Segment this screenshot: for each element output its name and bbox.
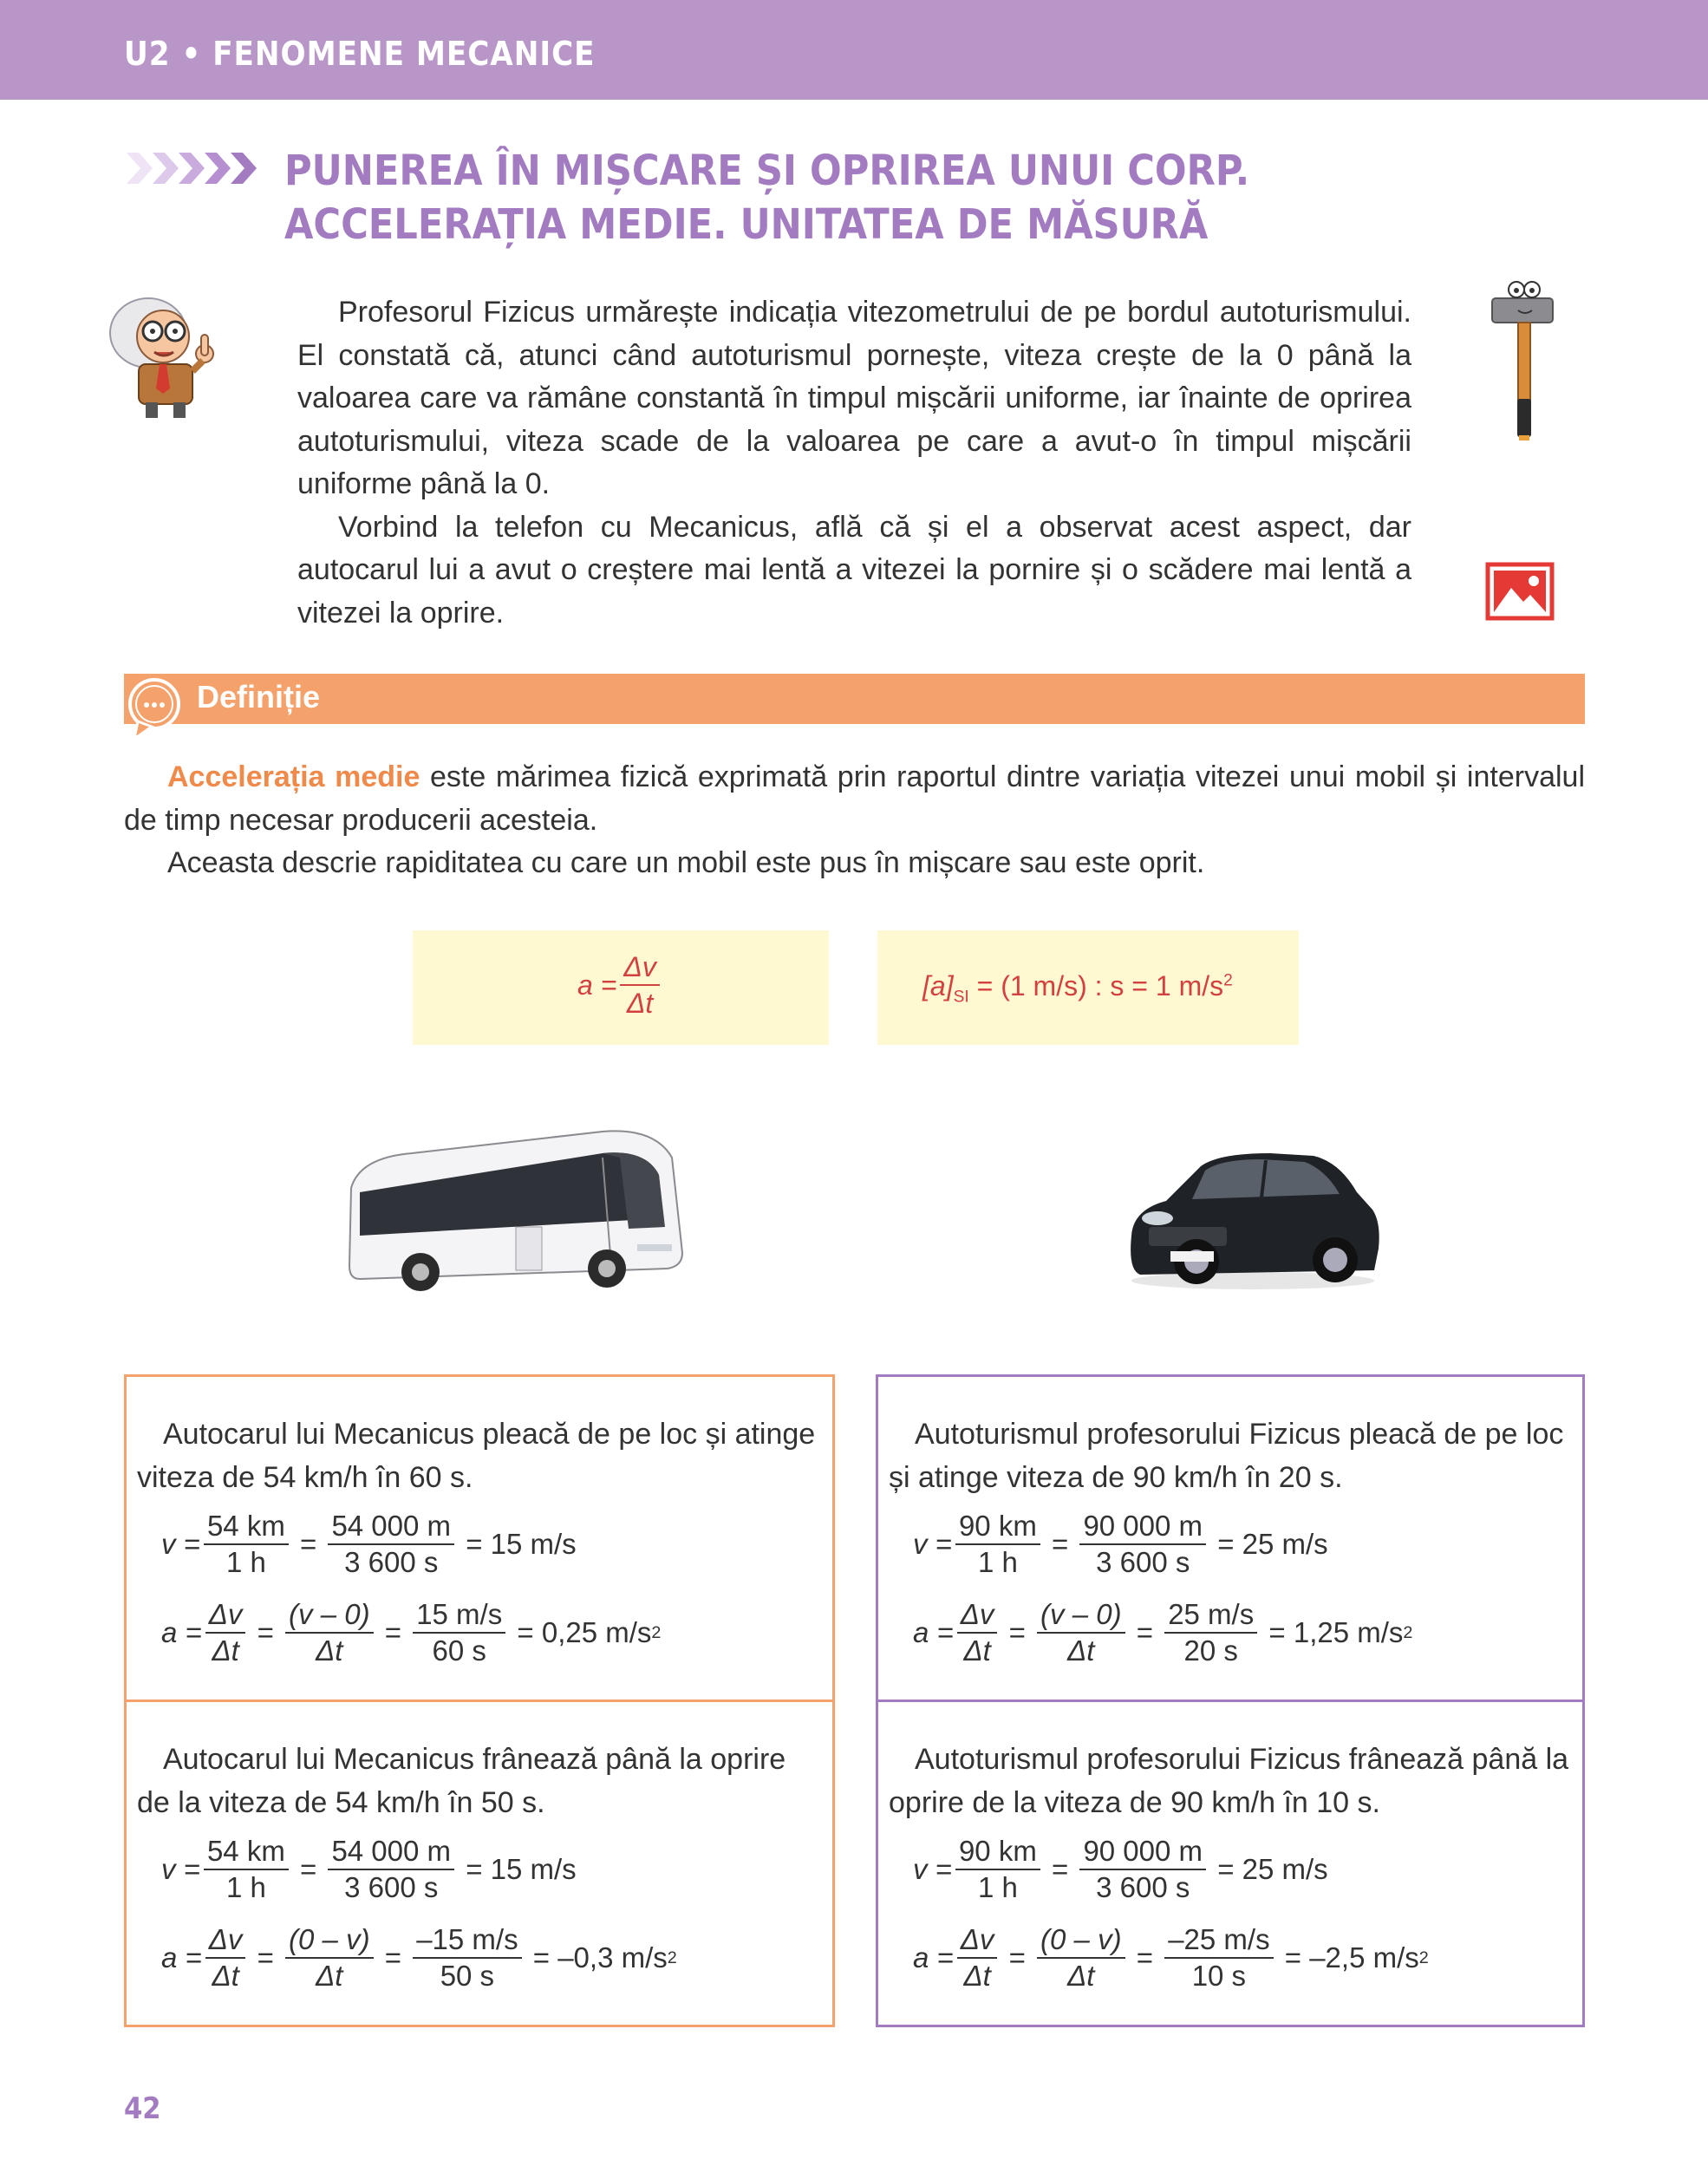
lesson-title xyxy=(284,144,1249,251)
professor-fizicus-illustration xyxy=(109,291,231,421)
eq-result: = 15 m/s xyxy=(466,1528,577,1560)
frac-den: 3 600 s xyxy=(1096,1546,1190,1578)
frac-num: 54 000 m xyxy=(328,1509,454,1545)
si-subscript: SI xyxy=(953,988,969,1007)
frac-num: (0 – v) xyxy=(1037,1922,1125,1959)
definition-label: Definiție xyxy=(197,679,321,714)
frac-den: Δt xyxy=(963,1960,991,1992)
frac-num: Δv xyxy=(205,1597,246,1634)
frac-den: Δt xyxy=(1067,1960,1095,1992)
speed-conversion: v = $\frac{90 km}{1 h}$ = $\frac{90 000 m}{3 600 s}$ = 25 m/s xyxy=(913,1510,1328,1578)
formula-lhs: a = xyxy=(577,969,617,1001)
eq-lhs: a = xyxy=(161,1941,202,1974)
frac-num: (v – 0) xyxy=(1037,1597,1125,1634)
bus-image xyxy=(342,1106,689,1305)
frac-den: 10 s xyxy=(1191,1960,1247,1992)
acceleration-calc: a = $\frac{\Delta v}{\Delta t}$ = $\frac{(v - 0)}{\Delta t}$ = $\frac{25 m/s}{20 s}$ = 1,25 m/s 2 xyxy=(913,1598,1413,1667)
eq-exponent: 2 xyxy=(651,1622,662,1642)
si-unit-bracket: [a] xyxy=(922,970,954,1001)
box-text: Autoturismul profesorului Fizicus frânează până la oprire de la viteza de 90 km/h în 10 s. xyxy=(889,1743,1569,1819)
frac-num: (0 – v) xyxy=(285,1922,374,1959)
frac-num: Δv xyxy=(957,1597,998,1634)
frac-num: 90 000 m xyxy=(1079,1834,1206,1870)
intro-text xyxy=(297,291,1411,635)
acceleration-calc: a = $\frac{\Delta v}{\Delta t}$ = $\frac{(0 - v)}{\Delta t}$ = $\frac{-25 m/s}{10 s}$ = –2,5 m/s 2 xyxy=(913,1923,1429,1992)
eq-lhs: a = xyxy=(913,1941,954,1974)
frac-den: 20 s xyxy=(1183,1634,1238,1667)
definition-paragraph-2: Aceasta descrie rapiditatea cu care un mobil este pus în mișcare sau este oprit. xyxy=(167,846,1205,879)
intro-paragraph-1: Profesorul Fizicus urmărește indicația vitezometrului de pe bordul autoturismului. El constată că, atunci când autoturismul pornește, viteza crește de la 0 până la valoarea care va rămâne constantă în timpul mișcării uniforme, iar înainte de oprirea autoturismului, viteza scade de la valoarea pe care a avut-o în timpul mișcării uniforme până la 0. xyxy=(297,296,1411,500)
frac-den: 1 h xyxy=(977,1871,1018,1903)
formula-denominator: Δt xyxy=(626,988,654,1019)
definition-text xyxy=(124,756,1585,885)
eq-result: = 1,25 m/s xyxy=(1268,1616,1404,1648)
image-icon[interactable] xyxy=(1485,562,1555,621)
bus-start-box xyxy=(124,1374,835,1702)
eq-lhs: v = xyxy=(161,1528,200,1560)
car-image xyxy=(1123,1132,1383,1292)
hammer-mascot-illustration xyxy=(1487,279,1565,444)
frac-den: 3 600 s xyxy=(344,1546,439,1578)
eq-exponent: 2 xyxy=(1403,1622,1413,1642)
frac-den: 50 s xyxy=(440,1960,495,1992)
frac-den: Δt xyxy=(316,1634,343,1667)
speed-conversion: v = $\frac{54 km}{1 h}$ = $\frac{54 000 m}{3 600 s}$ = 15 m/s xyxy=(161,1510,577,1578)
car-stop-box xyxy=(876,1700,1585,2027)
eq-result: = 25 m/s xyxy=(1217,1853,1328,1885)
definition-bar xyxy=(124,674,1585,724)
eq-lhs: a = xyxy=(161,1616,202,1648)
eq-lhs: v = xyxy=(161,1853,200,1885)
frac-num: 90 km xyxy=(955,1834,1040,1870)
frac-num: Δv xyxy=(957,1922,998,1959)
frac-den: Δt xyxy=(316,1960,343,1992)
frac-den: Δt xyxy=(212,1960,239,1992)
eq-exponent: 2 xyxy=(667,1947,677,1967)
frac-num: 54 000 m xyxy=(328,1834,454,1870)
eq-lhs: v = xyxy=(913,1528,952,1560)
speed-conversion: v = $\frac{90 km}{1 h}$ = $\frac{90 000 m}{3 600 s}$ = 25 m/s xyxy=(913,1835,1328,1903)
frac-num: 25 m/s xyxy=(1164,1597,1257,1634)
eq-result: = 15 m/s xyxy=(466,1853,577,1885)
eq-lhs: v = xyxy=(913,1853,952,1885)
intro-paragraph-2: Vorbind la telefon cu Mecanicus, află că și el a observat acest aspect, dar autocarul lui a avut o creștere mai lentă a vitezei la pornire și o scădere mai lentă a vitezei la oprire. xyxy=(297,510,1411,630)
chevrons-icon xyxy=(127,149,257,187)
formula-numerator: Δv xyxy=(620,949,659,986)
speed-conversion: v = $\frac{54 km}{1 h}$ = $\frac{54 000 m}{3 600 s}$ = 15 m/s xyxy=(161,1835,577,1903)
eq-result: = 25 m/s xyxy=(1217,1528,1328,1560)
box-text: Autocarul lui Mecanicus pleacă de pe loc și atinge viteza de 54 km/h în 60 s. xyxy=(137,1418,816,1494)
acceleration-formula-box xyxy=(413,930,829,1045)
frac-den: 3 600 s xyxy=(344,1871,439,1903)
frac-den: Δt xyxy=(212,1634,239,1667)
frac-den: 1 h xyxy=(225,1871,266,1903)
frac-den: Δt xyxy=(1067,1634,1095,1667)
frac-num: 54 km xyxy=(204,1834,289,1870)
eq-result: = 0,25 m/s xyxy=(517,1616,652,1648)
car-start-box xyxy=(876,1374,1585,1702)
frac-num: –25 m/s xyxy=(1164,1922,1273,1959)
eq-exponent: 2 xyxy=(1418,1947,1429,1967)
definition-term: Accelerația medie xyxy=(167,760,420,793)
eq-lhs: a = xyxy=(913,1616,954,1648)
frac-num: (v – 0) xyxy=(285,1597,374,1634)
title-line-2: ACCELERAȚIA MEDIE. UNITATEA DE MĂSURĂ xyxy=(284,200,1209,249)
frac-den: 3 600 s xyxy=(1096,1871,1190,1903)
frac-den: 60 s xyxy=(432,1634,486,1667)
frac-num: 15 m/s xyxy=(413,1597,505,1634)
bus-stop-box xyxy=(124,1700,835,2027)
unit-label: U2 • FENOMENE MECANICE xyxy=(124,35,596,73)
eq-result: = –0,3 m/s xyxy=(532,1941,668,1974)
speech-bubble-icon xyxy=(124,676,185,746)
si-unit-formula xyxy=(922,970,1233,1007)
frac-num: 90 km xyxy=(955,1509,1040,1545)
frac-num: Δv xyxy=(205,1922,246,1959)
frac-num: 54 km xyxy=(204,1509,289,1545)
definition-rest: este mărimea fizică exprimată prin raportul dintre variația vitezei unui mobil și intervalul de timp necesar producerii acesteia. xyxy=(124,760,1585,837)
frac-den: 1 h xyxy=(225,1546,266,1578)
eq-result: = –2,5 m/s xyxy=(1284,1941,1419,1974)
si-unit-exponent: 2 xyxy=(1223,971,1233,990)
frac-num: –15 m/s xyxy=(413,1922,521,1959)
definition-paragraph-1 xyxy=(124,756,1585,842)
si-unit-rest: = (1 m/s) : s = 1 m/s xyxy=(968,970,1224,1001)
frac-den: 1 h xyxy=(977,1546,1018,1578)
acceleration-calc: a = $\frac{\Delta v}{\Delta t}$ = $\frac{(0 - v)}{\Delta t}$ = $\frac{-15 m/s}{50 s}$ = –0,3 m/s 2 xyxy=(161,1923,677,1992)
frac-num: 90 000 m xyxy=(1079,1509,1206,1545)
box-text: Autocarul lui Mecanicus frânează până la oprire de la viteza de 54 km/h în 50 s. xyxy=(137,1743,786,1819)
box-text: Autoturismul profesorului Fizicus pleacă de pe loc și atinge viteza de 90 km/h în 20 s. xyxy=(889,1418,1564,1494)
frac-den: Δt xyxy=(963,1634,991,1667)
page-number: 42 xyxy=(124,2091,161,2126)
title-line-1: PUNEREA ÎN MIȘCARE ȘI OPRIREA UNUI CORP. xyxy=(284,147,1250,195)
acceleration-calc: a = $\frac{\Delta v}{\Delta t}$ = $\frac{(v - 0)}{\Delta t}$ = $\frac{15 m/s}{60 s}$ = 0,25 m/s 2 xyxy=(161,1598,662,1667)
si-unit-formula-box xyxy=(877,930,1299,1045)
